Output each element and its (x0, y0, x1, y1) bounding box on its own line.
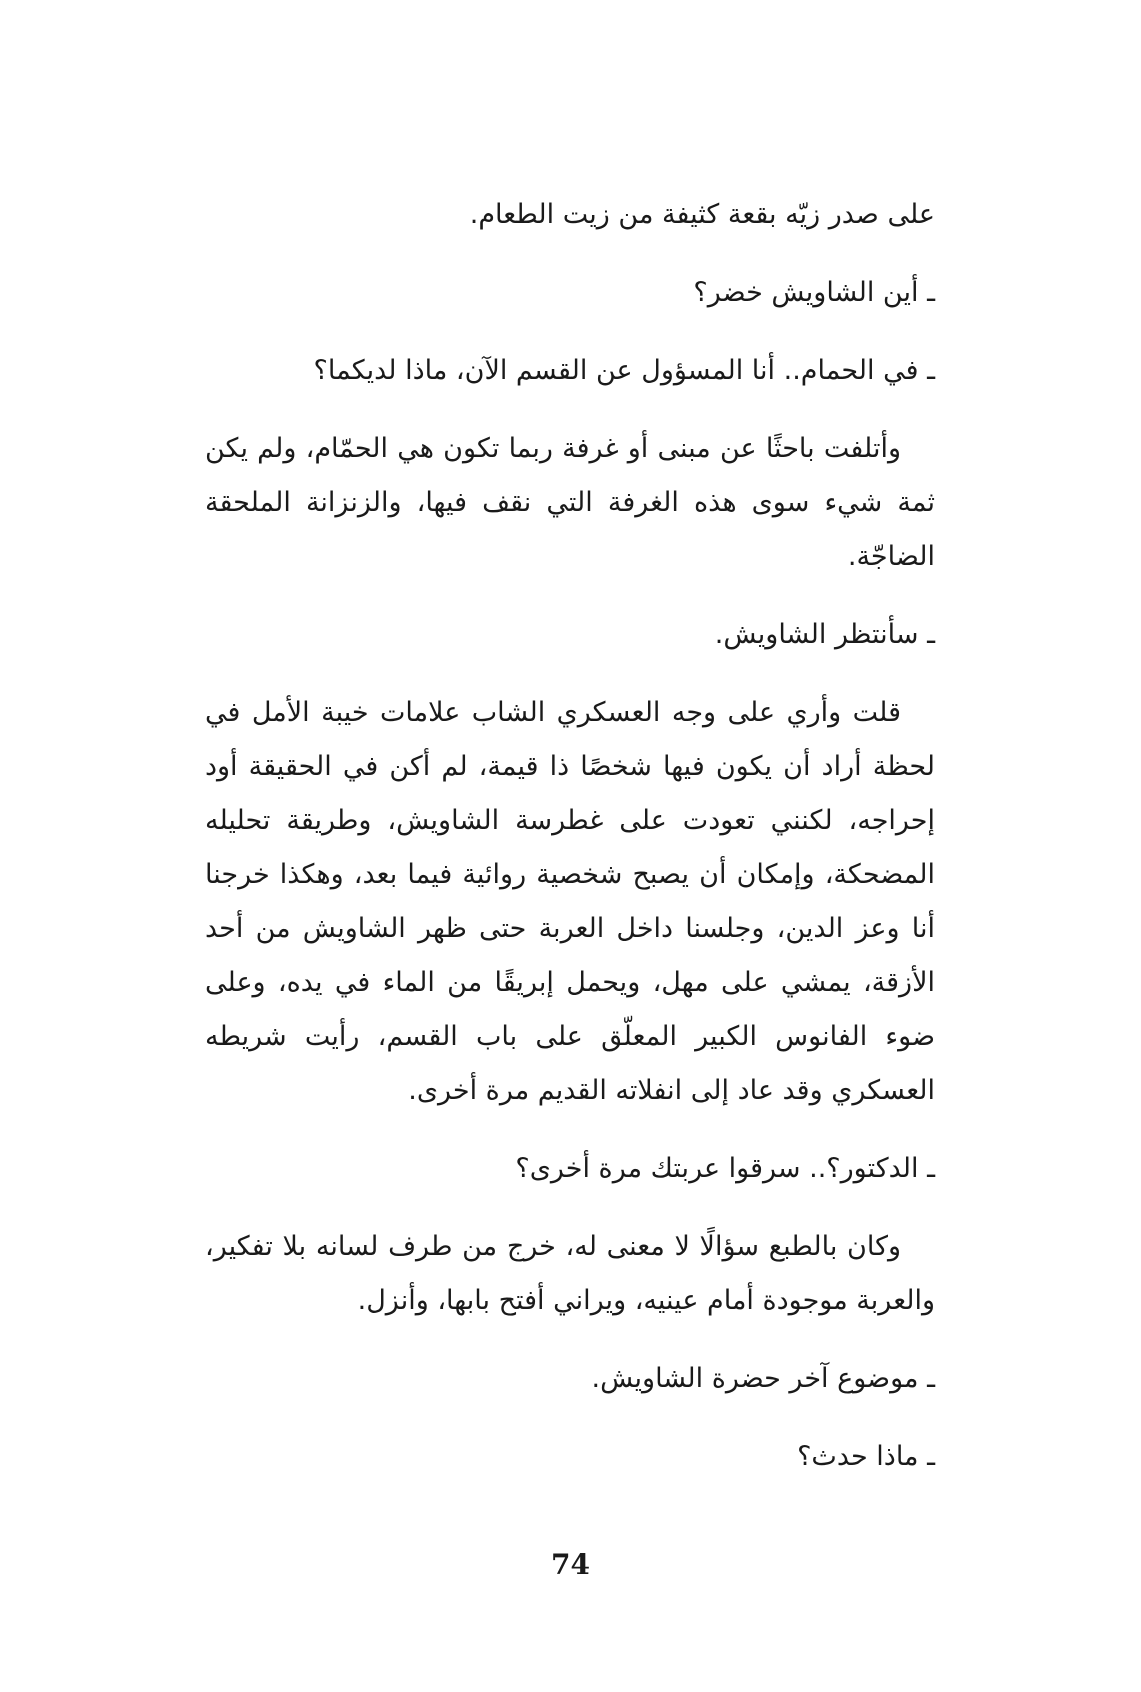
page-number: 74 (551, 1548, 590, 1581)
dialogue-line: ـ أين الشاويش خضر؟ (693, 277, 935, 308)
narrative-paragraph: وكان بالطبع سؤالًا لا معنى له، خرج من طرف لسانه بلا تفكير، والعربة موجودة أمام عينيه، ويراني أفتح بابها، وأنزل. (205, 1231, 935, 1316)
narrative-paragraph: وأتلفت باحثًا عن مبنى أو غرفة ربما تكون هي الحمّام، ولم يكن ثمة شيء سوى هذه الغرفة التي نقف فيها، والزنزانة الملحقة الضاجّة. (205, 433, 935, 572)
dialogue-line: ـ سأنتظر الشاويش. (714, 619, 935, 650)
dialogue-line: ـ موضوع آخر حضرة الشاويش. (591, 1363, 935, 1394)
dialogue-line: ـ الدكتور؟.. سرقوا عربتك مرة أخرى؟ (515, 1153, 935, 1184)
narrative-paragraph: قلت وأري على وجه العسكري الشاب علامات خيبة الأمل في لحظة أراد أن يكون فيها شخصًا ذا قيمة، لم أكن في الحقيقة أود إحراجه، لكنني تعودت على غطرسة الشاويش، وطريقة تحليله المضحكة، وإمكان أن يصبح شخصية روائية فيما بعد، وهكذا خرجنا أنا وعز الدين، وجلسنا داخل العربة حتى ظهر الشاويش من أحد الأزقة، يمشي على مهل، ويحمل إبريقًا من الماء في يده، وعلى ضوء الفانوس الكبير المعلّق على باب القسم، رأيت شريطه العسكري وقد عاد إلى انفلاته القديم مرة أخرى. (205, 697, 935, 1106)
paragraph-continuation: على صدر زيّه بقعة كثيفة من زيت الطعام. (469, 199, 935, 230)
dialogue-line: ـ ماذا حدث؟ (797, 1441, 935, 1472)
body-text (205, 188, 935, 1484)
dialogue-line: ـ في الحمام.. أنا المسؤول عن القسم الآن، ماذا لديكما؟ (313, 355, 935, 386)
